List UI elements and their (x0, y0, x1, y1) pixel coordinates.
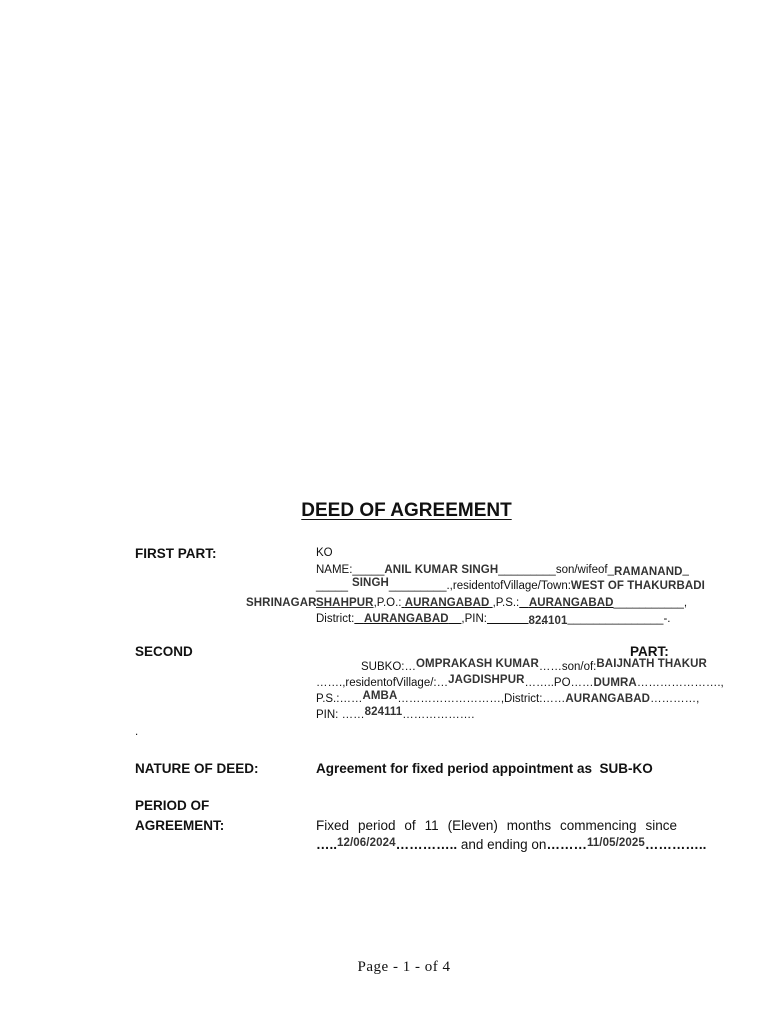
name-prefix: NAME:_____ (316, 564, 385, 576)
end-date: 11/05/2025 (586, 837, 645, 849)
ps-value: AURANGABAD (528, 597, 614, 609)
dist-dots-1: …… (542, 693, 566, 705)
pin-end: _______________-. (567, 613, 671, 625)
po-dots: …… (570, 677, 594, 689)
first-part-label: FIRST PART: (135, 546, 217, 561)
stray-dot: . (135, 726, 139, 738)
page-number: Page - 1 - of 4 (357, 959, 451, 975)
subko-dots-1: … (404, 661, 416, 673)
second-part-ps-line (316, 690, 700, 705)
first-part-name-line (316, 564, 689, 576)
period-middle-text: and ending on (457, 837, 547, 852)
subko-label: SUBKO: (361, 661, 405, 673)
second-part-subko-line (361, 658, 707, 673)
dist-dots-2: …………, (650, 693, 700, 705)
nature-of-deed-label: NATURE OF DEED: (135, 761, 259, 776)
period-label-2: AGREEMENT: (135, 818, 225, 833)
second-part-label: SECOND (135, 644, 193, 659)
village-value: WEST OF THAKURBADI (570, 580, 705, 592)
ps-field (519, 597, 613, 609)
start-dots-2: ………….. (395, 837, 458, 852)
father-blank-pre: _____ (316, 580, 348, 592)
district-value: AURANGABAD (363, 613, 449, 625)
res-dots-1: … (436, 677, 449, 689)
pin-value-2: 824111 (364, 706, 403, 718)
start-dots-1: ….. (316, 837, 338, 852)
period-label-1: PERIOD OF (135, 798, 210, 813)
period-text-line-1: Fixed period of 11 (Eleven) months commencing since (316, 818, 677, 833)
ps-dots-1: …… (339, 693, 363, 705)
son-of-value: BAIJNATH THAKUR (596, 658, 707, 670)
father-blank-post: _________ (388, 580, 447, 592)
po-value-2: DUMRA (593, 677, 637, 689)
village-value-second: JAGDISHPUR (448, 674, 525, 686)
pin-label-2: PIN: (316, 709, 339, 721)
pin-field (487, 613, 568, 627)
first-part-ko: KO (316, 547, 333, 559)
first-part-residence-line (316, 577, 705, 592)
district-value-2: AURANGABAD (565, 693, 651, 705)
ps-value-2: AMBA (362, 690, 398, 702)
pin-dots-2: ………………. (402, 709, 475, 721)
res-dots-2: …….. (524, 677, 554, 689)
district-label: District: (316, 613, 355, 625)
po-value: AURANGABAD (404, 597, 490, 609)
father-value-2: SINGH (351, 577, 389, 589)
po-field (402, 597, 493, 609)
po-label: ,P.O.: (373, 597, 402, 609)
start-date: 12/06/2024 (337, 837, 396, 849)
second-part-label-right: PART: (630, 644, 669, 659)
son-of-label: son/of: (561, 661, 597, 673)
subko-value: OMPRAKASH KUMAR (415, 658, 539, 670)
first-part-po-line (316, 597, 687, 609)
residence-label: .,residentofVillage/Town: (446, 580, 571, 592)
second-part-pin-line (316, 706, 475, 721)
name-blank: _________ (498, 564, 556, 576)
end-dots-1: ……… (546, 837, 587, 852)
document-title: DEED OF AGREEMENT (301, 500, 512, 521)
district-field (354, 613, 461, 625)
period-text-line-2 (316, 837, 706, 852)
po-label-2: PO (553, 677, 571, 689)
son-wife-of-label: son/wifeof_ (555, 564, 614, 576)
father-value-1: RAMANAND (614, 566, 683, 578)
pin-value: 824101 (528, 615, 568, 627)
end-dots-2: ………….. (644, 837, 707, 852)
first-part-district-line (316, 613, 670, 625)
shahpur-value: SHAHPUR (316, 597, 374, 609)
village-value-2: SHRINAGAR (246, 597, 317, 609)
pin-label: ,PIN: (461, 613, 487, 625)
district-label-2: ,District: (500, 693, 543, 705)
ps-label-2: P.S.: (316, 693, 340, 705)
second-part-residence-line (316, 674, 724, 689)
ps-blank: ___________, (613, 597, 688, 609)
ps-label: ,P.S.: (492, 597, 520, 609)
father-end-blank: _ (682, 564, 689, 576)
residence-label-2: …….,residentofVillage/: (316, 677, 437, 689)
pin-dots-1: …… (338, 709, 365, 721)
name-value: ANIL KUMAR SINGH (384, 564, 499, 576)
subko-dots-2: …… (538, 661, 562, 673)
ps-dots-2: ……………………… (397, 693, 501, 705)
po-dots-end: …………………., (636, 677, 724, 689)
nature-of-deed-value: Agreement for fixed period appointment as SUB-KO (316, 761, 653, 776)
